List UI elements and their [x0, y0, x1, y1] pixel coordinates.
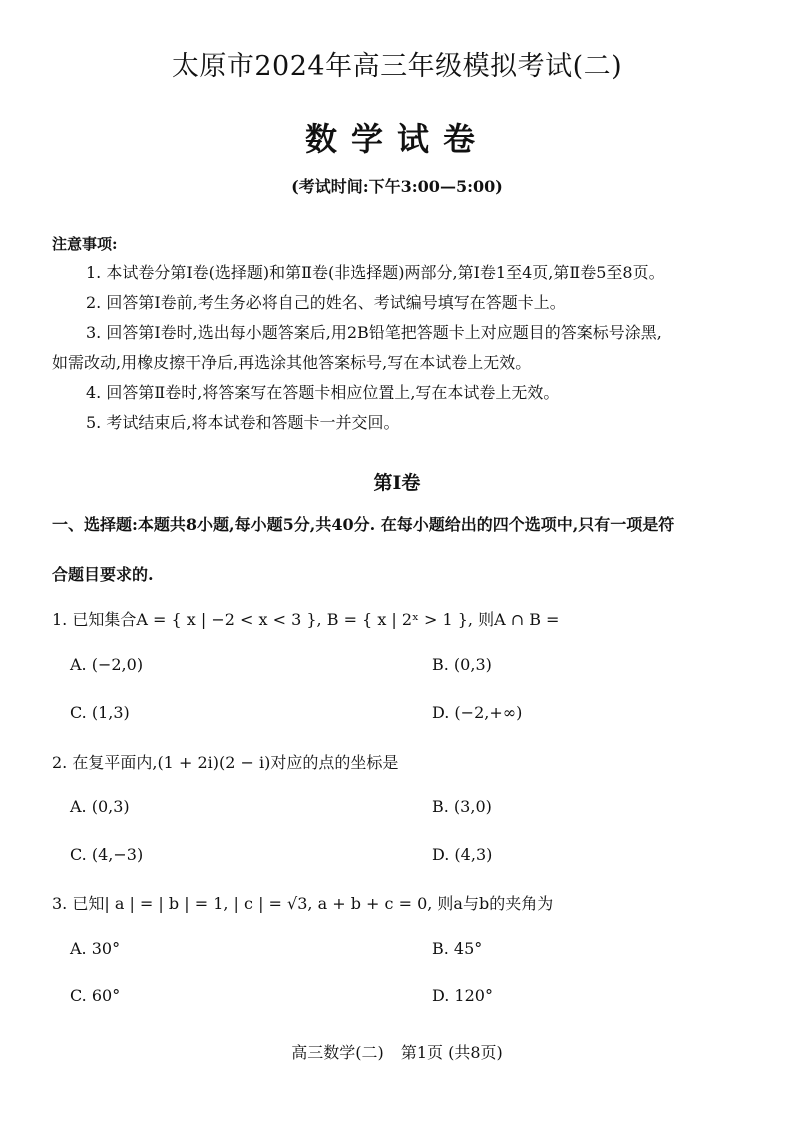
notice-item: 2. 回答第Ⅰ卷前,考生务必将自己的姓名、考试编号填写在答题卡上。: [86, 293, 566, 312]
question-3-option-b: B. 45°: [432, 939, 483, 958]
notice-item: 4. 回答第Ⅱ卷时,将答案写在答题卡相应位置上,写在本试卷上无效。: [86, 383, 560, 402]
notice-item: 5. 考试结束后,将本试卷和答题卡一并交回。: [86, 413, 400, 432]
question-3-stem: 3. 已知| a | = | b | = 1, | c | = √3, a + b + c = 0, 则a与b的夹角为: [52, 894, 554, 913]
exam-time: (考试时间:下午3:00—5:00): [291, 177, 503, 196]
question-3-option-c: C. 60°: [70, 986, 121, 1005]
page-footer: [0, 1040, 794, 1063]
question-1-option-a: A. (−2,0): [70, 655, 144, 674]
notice-list: [52, 258, 752, 438]
section-instruction: 一、选择题:本题共8小题,每小题5分,共40分. 在每小题给出的四个选项中,只有一项是符: [52, 515, 675, 534]
question-2-option-b: B. (3,0): [432, 797, 492, 816]
question-2-option-a: A. (0,3): [70, 797, 130, 816]
part-heading: 第Ⅰ卷: [373, 472, 421, 494]
footer-page-number: 第1页 (共8页): [400, 1043, 503, 1062]
exam-title: 太原市2024年高三年级模拟考试(二): [171, 51, 623, 82]
notice-heading: 注意事项:: [52, 235, 118, 253]
question-1-option-b: B. (0,3): [432, 655, 492, 674]
question-3-option-d: D. 120°: [432, 986, 493, 1005]
section-instruction-cont: 合题目要求的.: [52, 565, 154, 584]
question-1-stem: 1. 已知集合A = { x | −2 < x < 3 }, B = { x | 2ˣ > 1 }, 则A ∩ B =: [52, 610, 560, 629]
question-1-option-c: C. (1,3): [70, 703, 130, 722]
notice-item: 1. 本试卷分第Ⅰ卷(选择题)和第Ⅱ卷(非选择题)两部分,第Ⅰ卷1至4页,第Ⅱ卷5至8页。: [86, 263, 665, 282]
notice-item: 3. 回答第Ⅰ卷时,选出每小题答案后,用2B铅笔把答题卡上对应题目的答案标号涂黑,: [86, 323, 662, 342]
notice-item: 如需改动,用橡皮擦干净后,再选涂其他答案标号,写在本试卷上无效。: [52, 353, 532, 372]
question-1-option-d: D. (−2,+∞): [432, 703, 523, 722]
question-2-option-d: D. (4,3): [432, 845, 493, 864]
question-3-option-a: A. 30°: [70, 939, 121, 958]
subject-title: 数学试卷: [304, 120, 489, 158]
question-2-option-c: C. (4,−3): [70, 845, 144, 864]
footer-subject: 高三数学(二): [291, 1043, 384, 1062]
question-2-stem: 2. 在复平面内,(1 + 2i)(2 − i)对应的点的坐标是: [52, 753, 399, 772]
